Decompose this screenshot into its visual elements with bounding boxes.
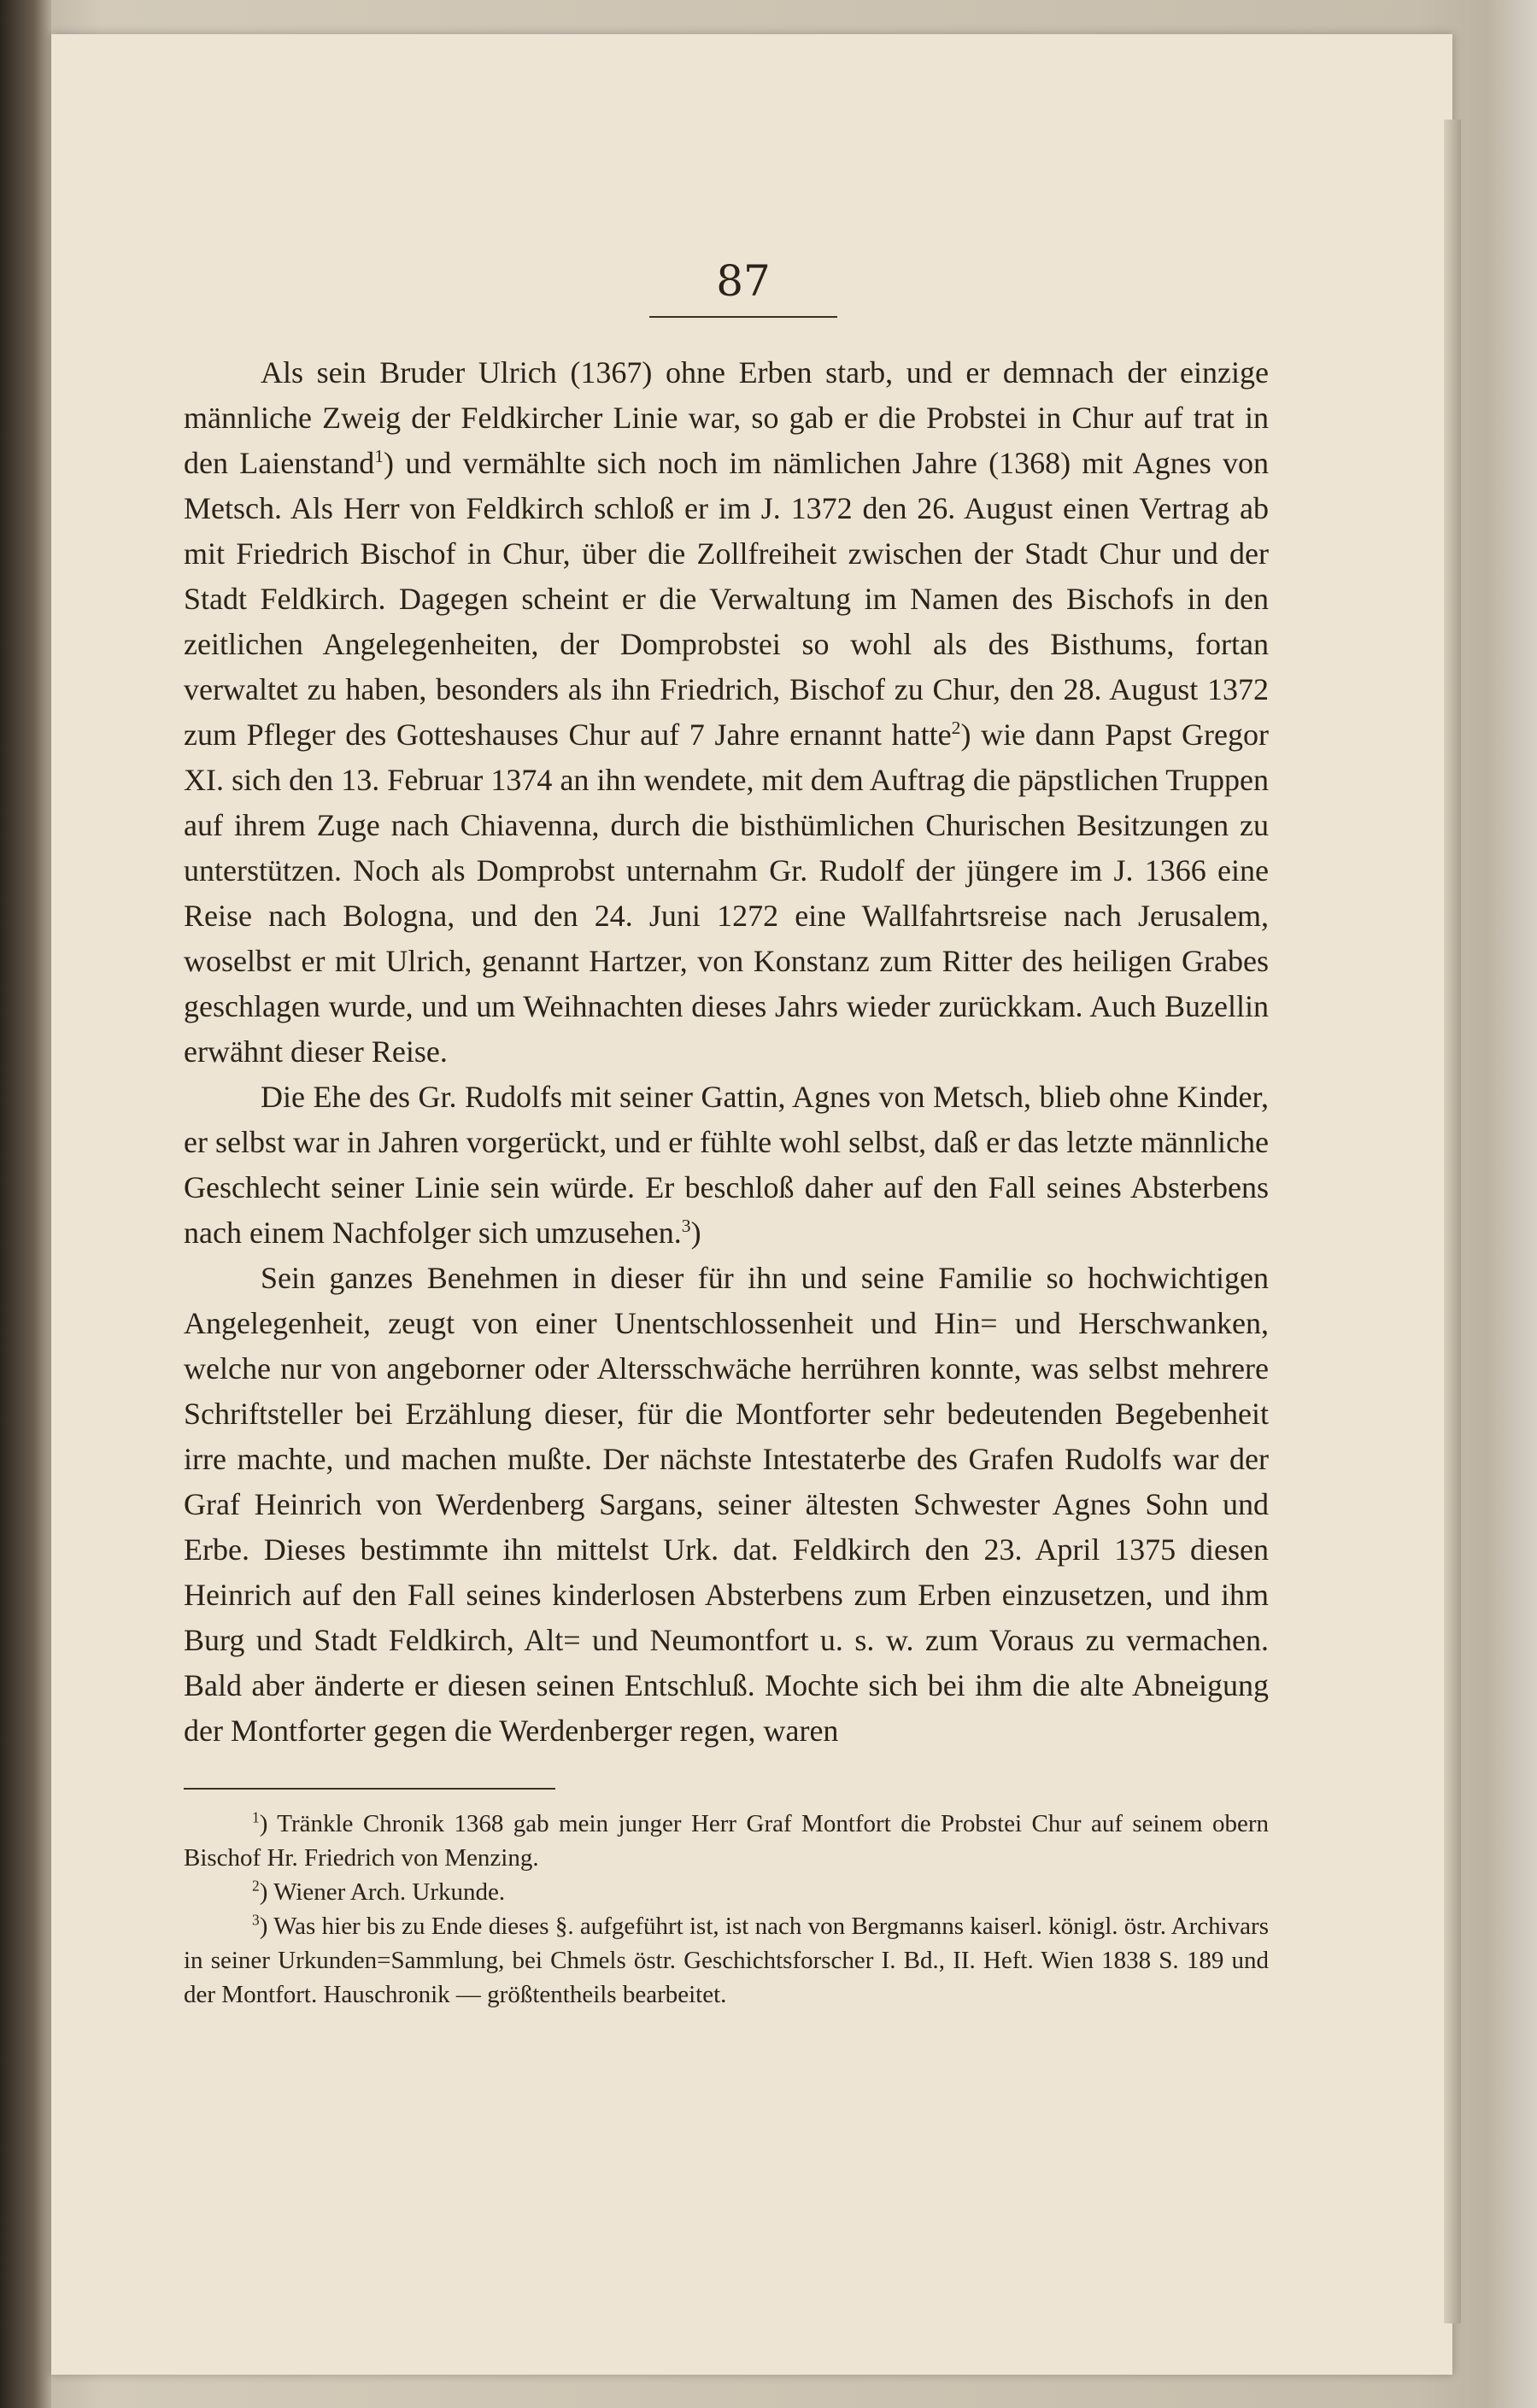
paragraph-1 — [184, 350, 1269, 1075]
footnote-text: ) Was hier bis zu Ende dieses §. aufgeführt ist, ist nach von Bergmanns kaiserl. königl. östr. Archivars in seiner Urkunden=Sammlung, bei Chmels östr. Geschichtsforscher I. Bd., II. Heft. Wien 1838 S. 189 und der Montfort. Hauschronik — größtentheils bearbeitet. — [184, 1913, 1269, 2008]
footnote-ref: 1 — [374, 446, 384, 466]
paragraph-text: ) — [690, 1216, 701, 1250]
body-text — [184, 350, 1269, 1754]
paragraph-text: ) wie dann Papst Gregor XI. sich den 13. Februar 1374 an ihn wendete, mit dem Auftrag die päpstlichen Truppen auf ihrem Zuge nach Chiavenna, durch die bisthümlichen Churischen Besitzungen zu unterstützen. Noch als Domprobst unternahm Gr. Rudolf der jüngere im J. 1366 eine Reise nach Bologna, und den 24. Juni 1272 eine Wallfahrtsreise nach Jerusalem, woselbst er mit Ulrich, genannt Hartzer, von Konstanz zum Ritter des heiligen Grabes geschlagen wurde, und um Weihnachten dieses Jahrs wieder zurückkam. Auch Buzellin erwähnt dieser Reise. — [184, 718, 1269, 1069]
footnote-mark: 1 — [252, 1808, 260, 1826]
page-right-edge — [1444, 120, 1461, 2323]
footnote-mark: 3 — [252, 1911, 260, 1929]
paragraph-2 — [184, 1075, 1269, 1256]
footnote-3 — [184, 1909, 1269, 2012]
footnote-mark: 2 — [252, 1877, 260, 1895]
footnote-ref: 3 — [681, 1216, 691, 1236]
footnote-1 — [184, 1807, 1269, 1875]
paragraph-text: ) und vermählte sich noch im nämlichen Jahre (1368) mit Agnes von Metsch. Als Herr von Feldkirch schloß er im J. 1372 den 26. August einen Vertrag ab mit Friedrich Bischof in Chur, über die Zollfreiheit zwischen der Stadt Chur und der Stadt Feldkirch. Dagegen scheint er die Verwaltung im Namen des Bischofs in den zeitlichen Angelegenheiten, der Domprobstei so wohl als des Bisthums, fortan verwaltet zu haben, besonders als ihn Friedrich, Bischof zu Chur, den 28. August 1372 zum Pfleger des Gotteshauses Chur auf 7 Jahre ernannt hatte — [184, 446, 1269, 752]
left-page-edge — [0, 0, 51, 2408]
footnote-text: ) Wiener Arch. Urkunde. — [259, 1878, 506, 1906]
page-number: 87 — [716, 256, 771, 306]
footnote-text: ) Tränkle Chronik 1368 gab mein junger Herr Graf Montfort die Probstei Chur auf seinem obern Bischof Hr. Friedrich von Menzing. — [184, 1810, 1269, 1872]
paragraph-text: Sein ganzes Benehmen in dieser für ihn und seine Familie so hochwichtigen Angelegenheit, zeugt von einer Unentschlossenheit und Hin= und Herschwanken, welche nur von angeborner oder Altersschwäche herrühren konnte, was selbst mehrere Schriftsteller bei Erzählung dieser, für die Montforter sehr bedeutenden Begebenheit irre machte, und machen mußte. Der nächste Intestaterbe des Grafen Rudolfs war der Graf Heinrich von Werdenberg Sargans, seiner ältesten Schwester Agnes Sohn und Erbe. Dieses bestimmte ihn mittelst Urk. dat. Feldkirch den 23. April 1375 diesen Heinrich auf den Fall seines kinderlosen Absterbens zum Erben einzusetzen, und ihm Burg und Stadt Feldkirch, Alt= und Neumontfort u. s. w. zum Voraus zu vermachen. Bald aber änderte er diesen seinen Entschluß. Mochte sich bei ihm die alte Abneigung der Montforter gegen die Werdenberger regen, waren — [184, 1261, 1269, 1748]
page-header — [649, 256, 837, 306]
paragraph-text: Die Ehe des Gr. Rudolfs mit seiner Gattin, Agnes von Metsch, blieb ohne Kinder, er selbst war in Jahren vorgerückt, und er fühlte wohl selbst, daß er das letzte männliche Geschlecht seiner Linie sein würde. Er beschloß daher auf den Fall seines Absterbens nach einem Nachfolger sich umzusehen. — [184, 1080, 1269, 1250]
footnotes — [184, 1807, 1269, 2012]
footnote-ref: 2 — [951, 718, 961, 738]
paragraph-text: Als sein Bruder Ulrich (1367) ohne Erben starb, und er demnach der einzige männliche Zweig der Feldkircher Linie war, so gab er die Probstei in Chur auf trat in den Laienstand — [184, 355, 1269, 480]
header-rule — [649, 316, 837, 318]
footnote-2 — [184, 1875, 1269, 1909]
footnote-rule — [184, 1788, 555, 1790]
paragraph-3 — [184, 1256, 1269, 1754]
